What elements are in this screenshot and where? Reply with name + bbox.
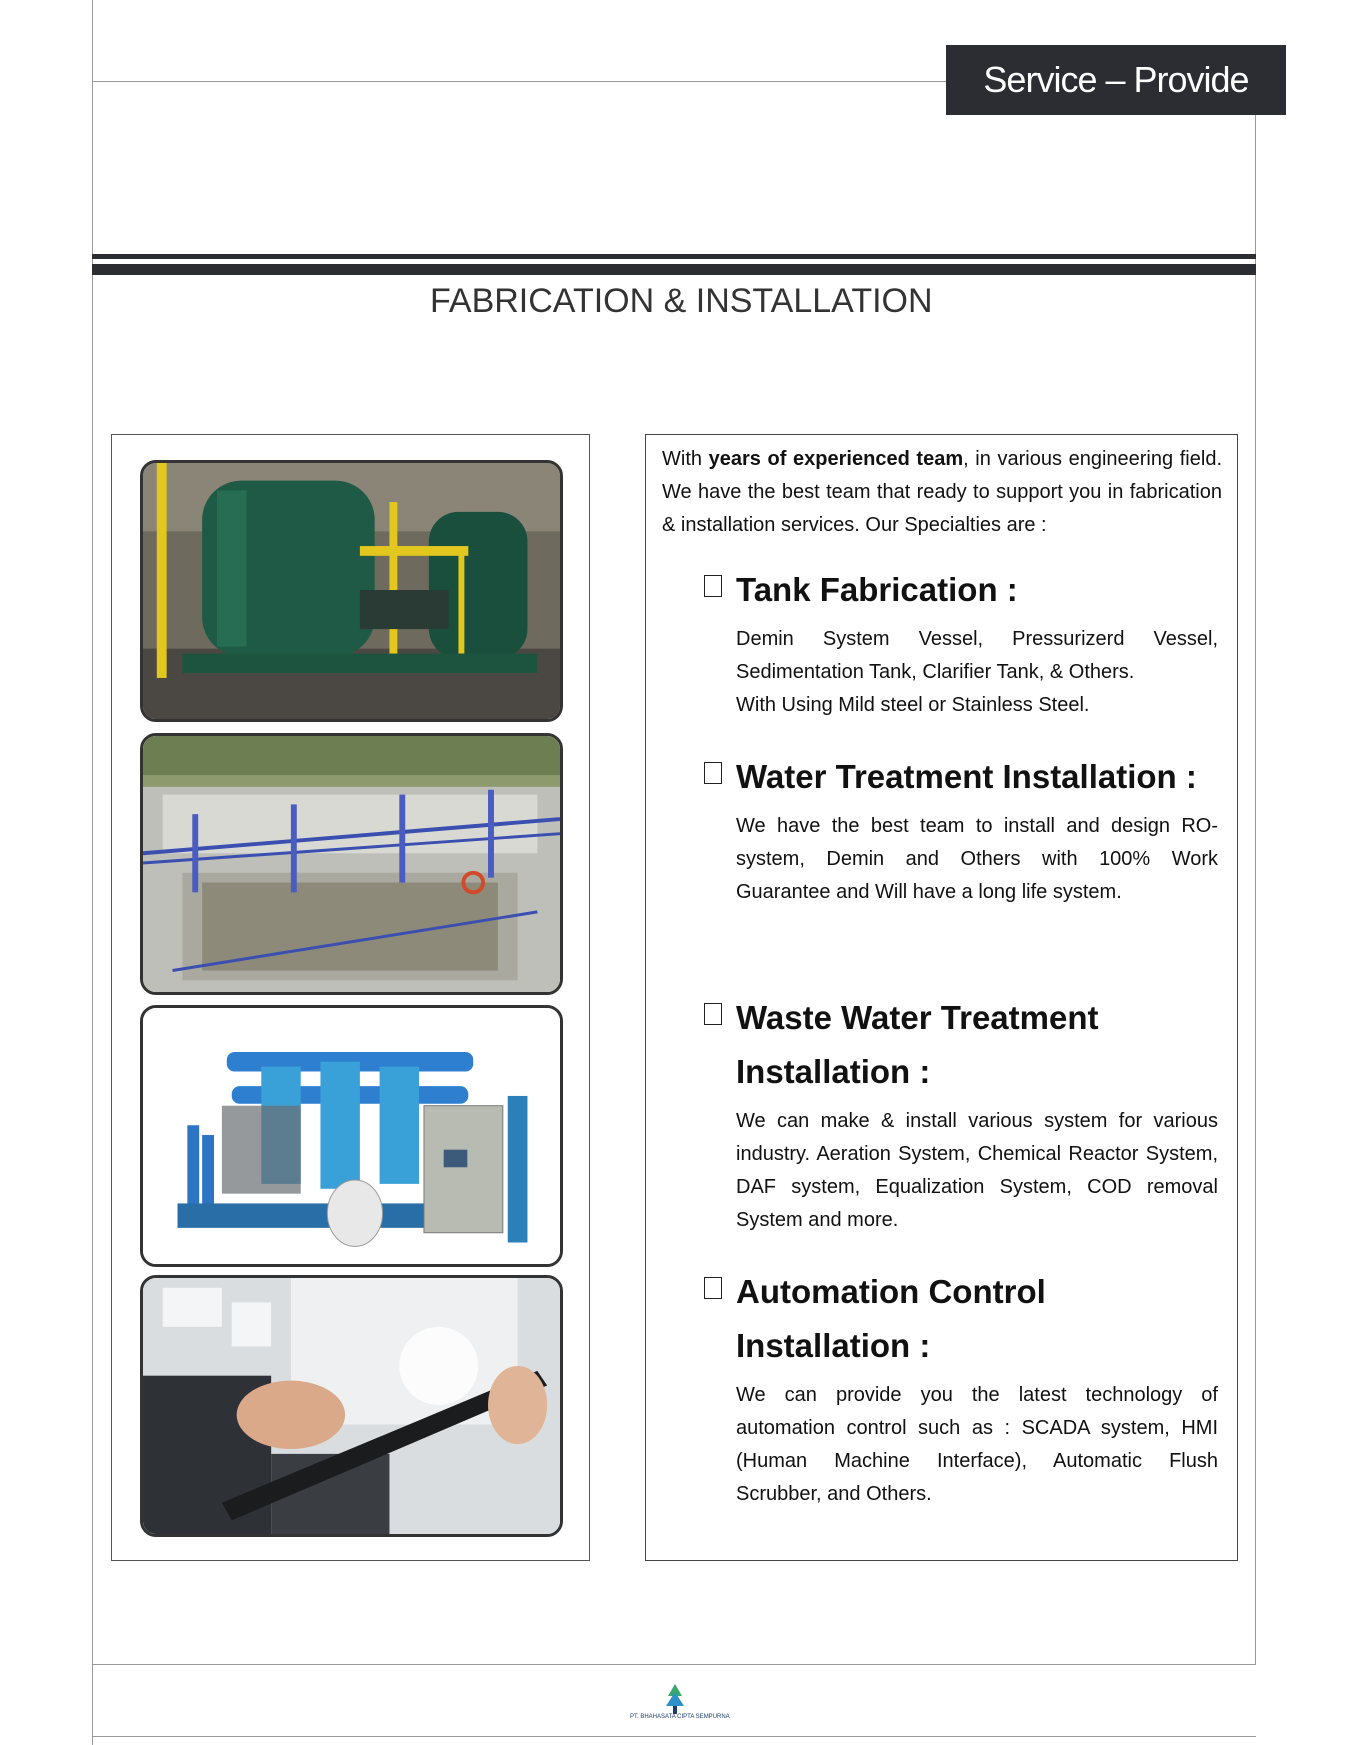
frame-bottom-line [92, 1664, 1256, 1665]
tank-fabrication-photo [140, 460, 563, 722]
frame-right-line [1255, 115, 1256, 1665]
specialty-description: We can provide you the latest technology of automation control such as : SCADA system, HMI (Human Machine Interface), Automatic Flush Scrubber, and Others. [736, 1384, 1218, 1505]
intro-highlight: years of experienced team [708, 448, 964, 470]
specialty-water-treatment [704, 750, 1224, 909]
checkbox-icon [704, 1003, 722, 1025]
specialty-automation [704, 1265, 1224, 1511]
specialty-title: Tank Fabrication : [736, 571, 1018, 608]
automation-control-photo [140, 1275, 563, 1537]
frame-top-line [92, 81, 947, 82]
checkbox-icon [704, 762, 722, 784]
specialty-description: We can make & install various system for various industry. Aeration System, Chemical Reactor System, DAF system, Equalization System, COD removal System and more. [736, 1110, 1218, 1231]
frame-left-line [92, 0, 93, 1745]
specialties-panel [645, 434, 1238, 1561]
specialty-title: Water Treatment Installation : [736, 758, 1197, 795]
specialty-tank-fabrication [704, 563, 1224, 722]
divider-bar-bottom [92, 264, 1256, 275]
divider-bar-top [92, 254, 1256, 259]
checkbox-icon [704, 1277, 722, 1299]
page-title: FABRICATION & INSTALLATION [430, 282, 933, 320]
company-name: PT. BHAHASATA CIPTA SEMPURNA [630, 1714, 730, 1720]
intro-paragraph: With years of experienced team, in various engineering field. We have the best team that ready to support you in fabrication & installation services. Our Specialties are : [662, 448, 1222, 536]
specialty-description: Demin System Vessel, Pressurizerd Vessel, Sedimentation Tank, Clarifier Tank, & Others. With Using Mild steel or Stainless Steel. [736, 628, 1218, 716]
specialty-title: Waste Water Treatment Installation : [736, 999, 1099, 1090]
frame-footer-line [92, 1736, 1256, 1737]
specialty-waste-water [704, 991, 1224, 1237]
specialty-title: Automation Control Installation : [736, 1273, 1046, 1364]
wastewater-system-photo [140, 1005, 563, 1267]
checkbox-icon [704, 575, 722, 597]
section-badge: Service – Provide [946, 45, 1286, 115]
photo-panel [111, 434, 590, 1561]
water-treatment-photo [140, 733, 563, 995]
company-logo-icon [660, 1682, 690, 1718]
specialty-description: We have the best team to install and design RO-system, Demin and Others with 100% Work Guarantee and Will have a long life system. [736, 815, 1218, 903]
